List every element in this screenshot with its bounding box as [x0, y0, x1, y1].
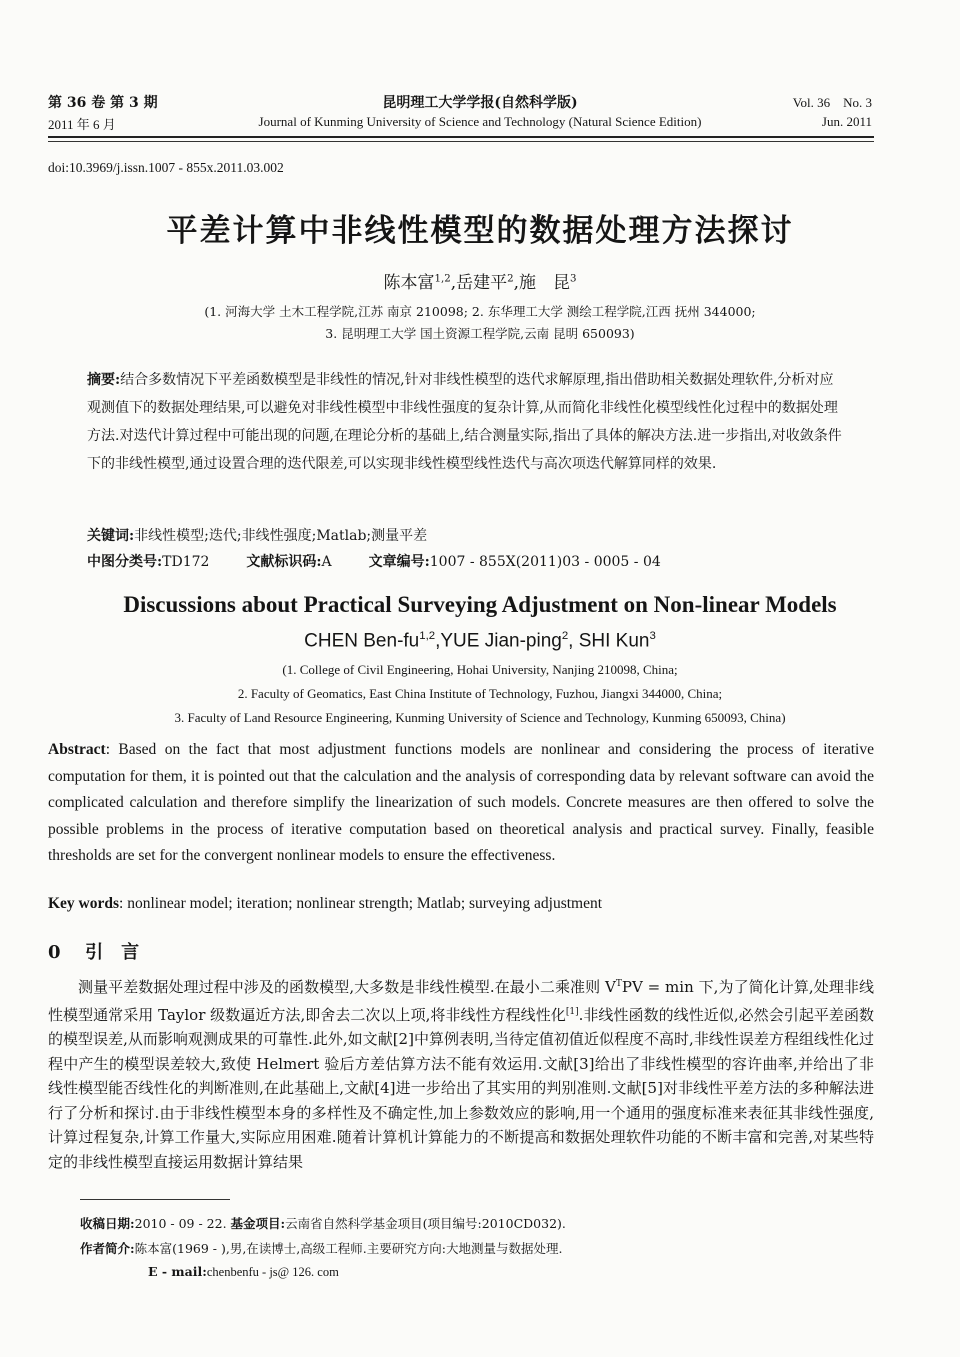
author-3: ,施 昆	[513, 273, 570, 293]
keywords-en	[48, 895, 874, 913]
footnote-bio	[80, 1239, 860, 1257]
received-label: 收稿日期:	[80, 1216, 135, 1231]
email-value: chenbenfu - js@ 126. com	[206, 1265, 339, 1279]
intro-text-a: 测量平差数据处理过程中涉及的函数模型,大多数是非线性模型.在最小二乘准则 V	[78, 978, 616, 996]
footnote-rule	[80, 1199, 230, 1200]
date-en: Jun. 2011	[821, 114, 872, 129]
affiliation-cn-1: (1. 河海大学 土木工程学院,江苏 南京 210098; 2. 东华理工大学 测绘工程学院,江西 抚州 344000;	[204, 304, 756, 319]
abstract-en-label: Abstract	[48, 741, 106, 758]
header-rule	[48, 136, 874, 138]
fund-label: 基金项目:	[230, 1216, 286, 1231]
author-1: 陈本富	[383, 273, 435, 293]
email-label: E - mail:	[148, 1264, 207, 1279]
abstract-cn-text: 结合多数情况下平差函数模型是非线性的情况,针对非线性模型的迭代求解原理,指出借助相关数据处理软件,分析对应观测值下的数据处理结果,可以避免对非线性模型中非线性强度的复杂计算,从而简化非线性化模型线性化过程中的数据处理方法.对迭代计算过程中可能出现的问题,在理论分析的基础上,结合测量实际,指出了具体的解决方法.进一步指出,对收敛条件下的非线性模型,通过设置合理的迭代限差,可以实现非线性模型线性迭代与高次项迭代解算同样的效果.	[87, 372, 842, 472]
fund-value: 云南省自然科学基金项目(项目编号:2010CD032).	[285, 1216, 566, 1231]
intro-ref-1: [1]	[565, 1006, 579, 1017]
author-en-3-sup: 3	[649, 630, 656, 642]
doc-code-label: 文献标识码:	[246, 554, 322, 570]
author-3-sup: 3	[570, 273, 577, 285]
journal-title-cn: 昆明理工大学学报(自然科学版)	[382, 95, 578, 111]
volume-issue-en: Vol. 36 No. 3	[792, 95, 872, 110]
section-heading	[48, 938, 139, 964]
author-2: ,岳建平	[450, 273, 508, 293]
footnote-email	[148, 1264, 928, 1280]
clc-value: TD172	[162, 554, 210, 570]
abstract-en-text: : Based on the fact that most adjustment functions models are nonlinear and considering the process of iterative computation for them, it is pointed out that the calculation and the analysis of corresponding data by relevant software can avoid the complicated calculation and therefore simplify the linearization of such models. Concrete measures are then offered to solve the possible problems in the process of iterative computation based on theoretical analysis and practical survey. Finally, feasible thresholds are set for the convergent nonlinear models to ensure the effectiveness.	[48, 741, 874, 864]
abstract-en	[48, 737, 874, 870]
author-en-3: , SHI Kun	[568, 630, 650, 652]
intro-paragraph	[48, 972, 874, 1174]
affiliation-en-2: 2. Faculty of Geomatics, East China Institute of Technology, Fuzhou, Jiangxi 344000, China;	[237, 686, 723, 701]
clc-label: 中图分类号:	[87, 554, 163, 570]
affiliation-en-3: 3. Faculty of Land Resource Engineering, Kunming University of Science and Technology, Kunming 650093, China)	[174, 710, 786, 725]
authors-cn	[0, 268, 960, 293]
author-en-2: ,YUE Jian-ping	[435, 630, 562, 652]
received-value: 2010 - 09 - 22.	[134, 1216, 227, 1231]
volume-issue-cn: 第 36 卷 第 3 期	[48, 95, 158, 111]
author-2-sup: 2	[507, 273, 514, 285]
article-title-en: Discussions about Practical Surveying Adjustment on Non-linear Models	[123, 592, 837, 617]
header-rule-thin	[48, 141, 874, 142]
bio-value: 陈本富(1969 - ),男,在读博士,高级工程师.主要研究方向:大地测量与数据处理.	[134, 1241, 563, 1256]
affiliation-en-1: (1. College of Civil Engineering, Hohai University, Nanjing 210098, China;	[282, 662, 678, 677]
author-en-1: CHEN Ben-fu	[304, 630, 420, 652]
article-no-value: 1007 - 855X(2011)03 - 0005 - 04	[429, 554, 661, 570]
authors-en	[0, 630, 960, 652]
doc-code-value: A	[321, 554, 332, 570]
journal-title-en: Journal of Kunming University of Science and Technology (Natural Science Edition)	[258, 114, 702, 129]
classification-cn	[87, 548, 842, 576]
date-cn: 2011 年 6 月	[48, 117, 116, 132]
article-no-label: 文章编号:	[368, 554, 430, 570]
abstract-cn	[87, 366, 842, 478]
intro-text-c: .非线性函数的线性近似,必然会引起平差函数的模型误差,从而影响观测成果的可靠性.此外,如文献[2]中算例表明,当待定值初值近似程度不高时,非线性误差方程组线性化过程中产生的模型误差较大,致使 Helmert 验后方差估算方法不能有效运用.文献[3]给出了非线性模型的容许曲率,并给出了非线性模型能否线性化的判断准则,在此基础上,文献[4]进一步给出了其实用的判别准则.文献[5]对非线性平差方法的多种解法进行了分析和探讨.由于非线性模型本身的多样性及不确定性,加上参数效应的影响,用一个通用的强度标准来表征其非线性强度,计算过程复杂,计算工作量大,实际应用困难.随着计算机计算能力的不断提高和数据处理软件功能的不断丰富和完善,对某些特定的非线性模型直接运用数据计算结果	[48, 1005, 874, 1171]
keywords-cn-text: 非线性模型;迭代;非线性强度;Matlab;测量平差	[134, 528, 428, 544]
footnote-received	[80, 1214, 860, 1232]
bio-label: 作者简介:	[80, 1241, 135, 1256]
section-number: 0	[48, 942, 61, 963]
intro-sup-t: T	[615, 979, 622, 989]
author-1-sup: 1,2	[434, 273, 451, 285]
article-title-cn: 平差计算中非线性模型的数据处理方法探讨	[166, 213, 794, 249]
keywords-cn	[87, 522, 842, 550]
doi: doi:10.3969/j.issn.1007 - 855x.2011.03.002	[48, 160, 284, 175]
section-title: 引 言	[85, 942, 140, 963]
affiliation-cn-2: 3. 昆明理工大学 国土资源工程学院,云南 昆明 650093)	[325, 326, 635, 341]
keywords-en-text: : nonlinear model; iteration; nonlinear strength; Matlab; surveying adjustment	[119, 895, 603, 912]
keywords-cn-label: 关键词:	[87, 528, 135, 544]
abstract-cn-label: 摘要:	[87, 372, 121, 388]
keywords-en-label: Key words	[48, 895, 120, 912]
author-en-2-sup: 2	[561, 630, 569, 642]
author-en-1-sup: 1,2	[419, 630, 436, 642]
intro-text-b: PV = min 下,为了简化计算,处理非线性模型通常采用 Taylor 级数逼近方法,即舍去二次以上项,将非线性方程线性化	[48, 978, 874, 1024]
